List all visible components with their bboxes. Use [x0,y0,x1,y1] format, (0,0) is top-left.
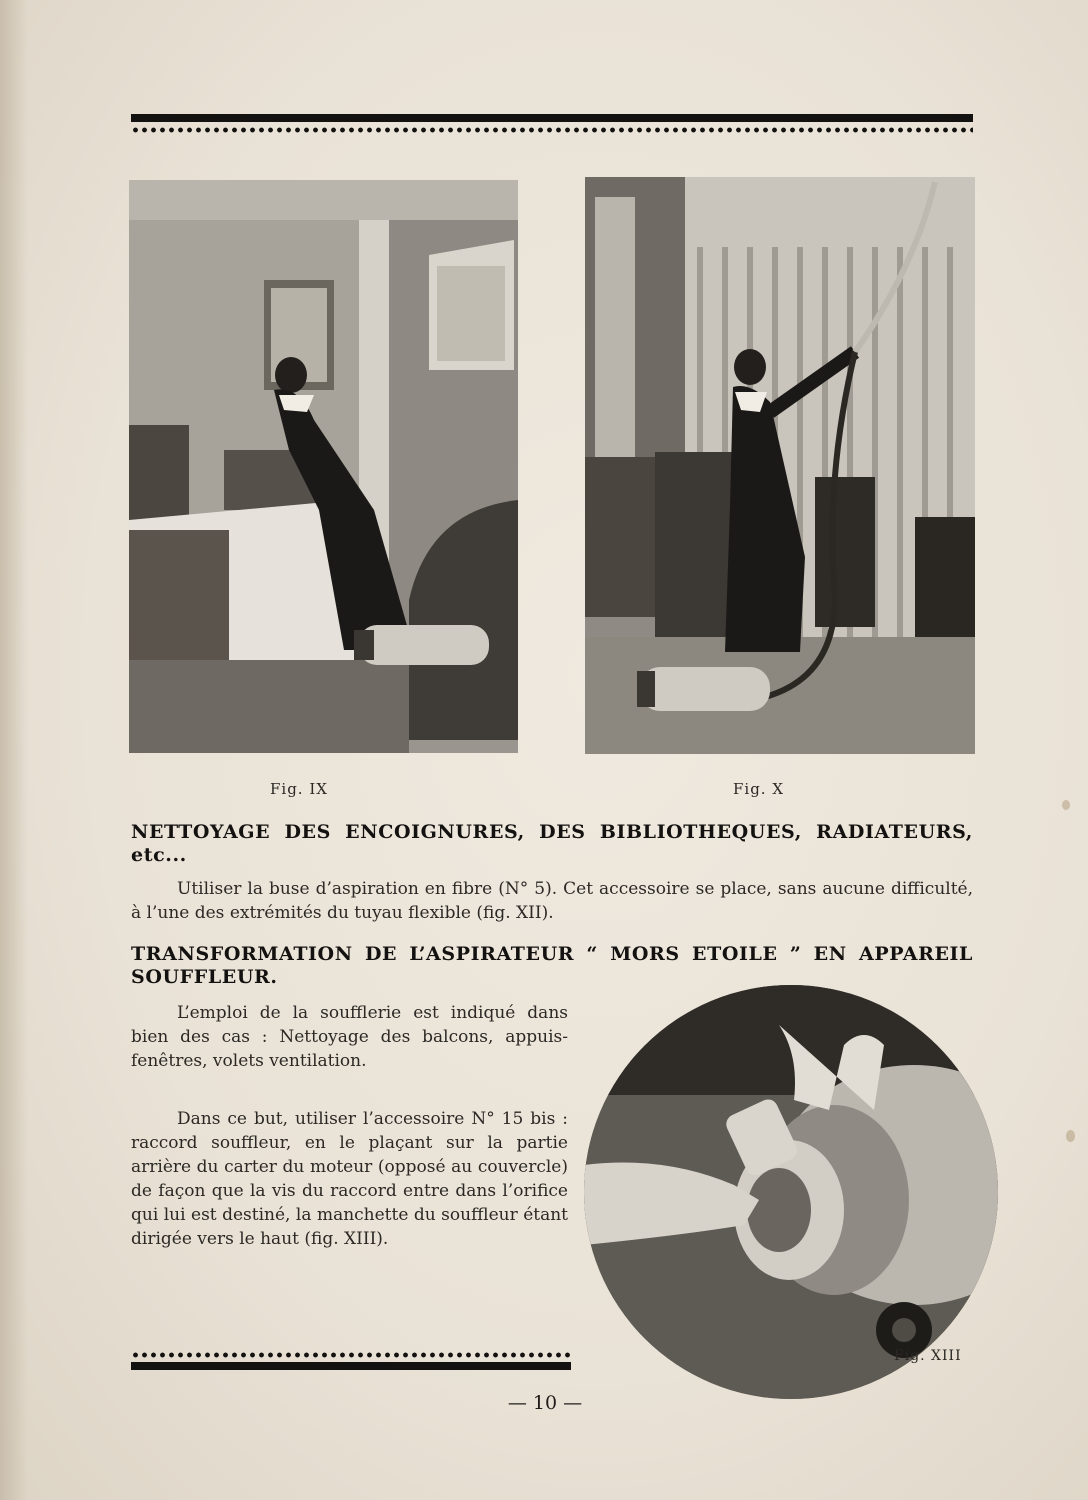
paper-stain [1062,800,1070,810]
page-number: — 10 — [507,1392,583,1414]
section2-heading: TRANSFORMATION DE L’ASPIRATEUR “ MORS ETOILE ” EN APPAREIL SOUFFLEUR. [131,943,973,988]
figure-13-caption: Fig. XIII [894,1348,962,1364]
figure-9-caption: Fig. IX [270,780,328,798]
section1-paragraph: Utiliser la buse d’aspiration en fibre (N° 5). Cet accessoire se place, sans aucune difficulté, à l’une des extrémités du tuyau flexible (fig. XII). [131,879,973,923]
bottom-rule-bar [131,1362,571,1370]
bottom-rule-dots [131,1351,571,1359]
section1-heading: NETTOYAGE DES ENCOIGNURES, DES BIBLIOTHEQUES, RADIATEURS, etc... [131,821,973,866]
figure-9-photo [129,180,518,753]
figure-13-photo [584,985,998,1399]
top-rule-dots [131,126,973,134]
top-rule-bar [131,114,973,122]
section2-paragraph1: L’emploi de la soufflerie est indiqué dans bien des cas : Nettoyage des balcons, appuis-fenêtres, volets ventilation. [131,1003,568,1071]
page-edge-shadow [0,0,28,1500]
paper-stain [1066,1130,1075,1142]
figure-10-caption: Fig. X [733,780,785,798]
section2-paragraph2: Dans ce but, utiliser l’accessoire N° 15 bis : raccord souffleur, en le plaçant sur la partie arrière du carter du moteur (opposé au couvercle) de façon que la vis du raccord entre dans l’orifice qui lui est destiné, la manchette du souffleur étant dirigée vers le haut (fig. XIII). [131,1109,568,1249]
figure-10-photo [585,177,975,754]
